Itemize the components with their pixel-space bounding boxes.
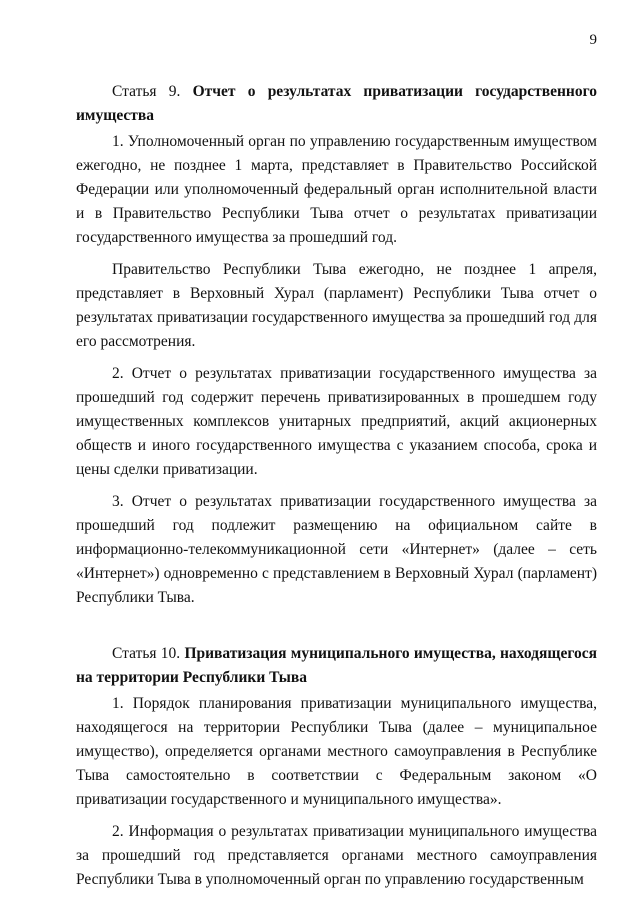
article-10-title: Приватизация муниципального имущества, находящегося на территории Республики Тыва xyxy=(76,645,597,686)
article-9-heading xyxy=(76,80,597,128)
article-9-label: Статья 9. xyxy=(112,83,181,100)
article-10-paragraph-2: 2. Информация о результатах приватизации муниципального имущества за прошедший год представляется органами местного самоуправления Республики Тыва в уполномоченный орган по управлению государственным xyxy=(76,823,597,888)
article-9-paragraph-3: 2. Отчет о результатах приватизации государственного имущества за прошедший год содержит перечень приватизированных в прошедшем году имущественных комплексов унитарных предприятий, акций акционерных обществ и иного государственного имущества с указанием способа, срока и цены сделки приватизации. xyxy=(76,365,597,478)
article-9-paragraph-1: 1. Уполномоченный орган по управлению государственным имуществом ежегодно, не позднее 1 марта, представляет в Правительство Российской Федерации или уполномоченный федеральный орган исполнительной власти и в Правительство Республики Тыва отчет о результатах приватизации государственного имущества за прошедший год. xyxy=(76,133,597,246)
document-body xyxy=(76,80,597,900)
article-10-label: Статья 10. xyxy=(112,645,181,662)
article-10-paragraph-1: 1. Порядок планирования приватизации муниципального имущества, находящегося на территории Республики Тыва (далее – муниципальное имущество), определяется органами местного самоуправления в Республике Тыва самостоятельно в соответствии с Федеральным законом «О приватизации государственного и муниципального имущества». xyxy=(76,695,597,808)
article-9-title: Отчет о результатах приватизации государственного имущества xyxy=(76,83,597,124)
section-gap xyxy=(76,618,597,642)
article-9-paragraph-2: Правительство Республики Тыва ежегодно, не позднее 1 апреля, представляет в Верховный Хурал (парламент) Республики Тыва отчет о результатах приватизации государственного имущества за прошедший год для его рассмотрения. xyxy=(76,261,597,350)
article-9-paragraph-4: 3. Отчет о результатах приватизации государственного имущества за прошедший год подлежит размещению на официальном сайте в информационно-телекоммуникационной сети «Интернет» (далее – сеть «Интернет») одновременно с представлением в Верховный Хурал (парламент) Республики Тыва. xyxy=(76,493,597,606)
article-10-heading xyxy=(76,642,597,690)
page-number: 9 xyxy=(589,32,597,48)
